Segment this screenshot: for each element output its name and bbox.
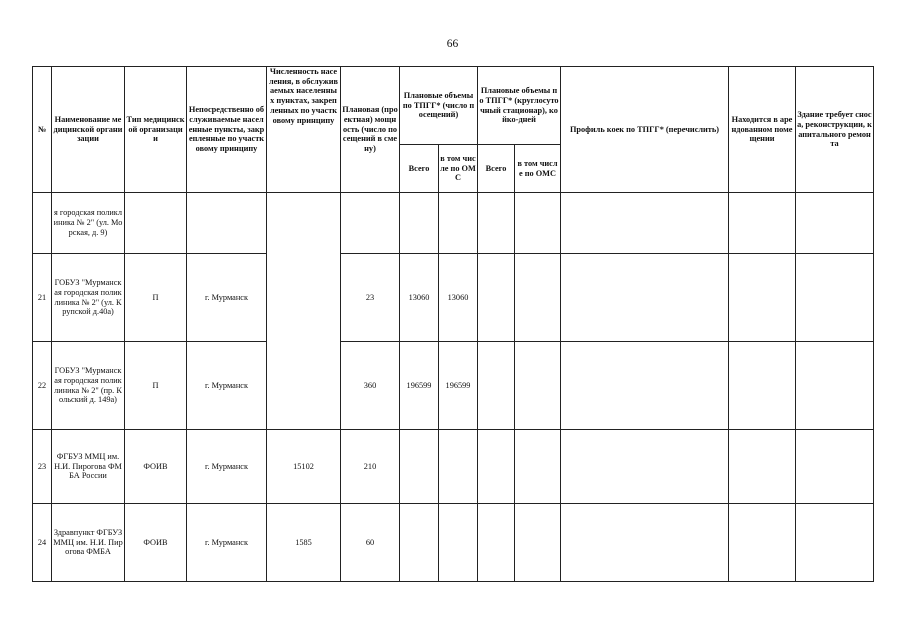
- cell-name: я городская поликлиника № 2" (ул. Морская, д. 9): [52, 193, 125, 254]
- cell-visits-total: [400, 193, 439, 254]
- cell-num: 24: [33, 504, 52, 582]
- cell-demolition: [796, 193, 874, 254]
- cell-demolition: [796, 342, 874, 430]
- table-row: [33, 342, 874, 430]
- cell-rented: [729, 193, 796, 254]
- cell-demolition: [796, 430, 874, 504]
- header-tpgg-visits: Плановые объемы по ТПГГ* (число посещений): [400, 67, 478, 145]
- cell-population: 15102: [267, 430, 341, 504]
- header-rented: Находится в арендованном помещении: [729, 67, 796, 193]
- cell-point: [187, 193, 267, 254]
- cell-rented: [729, 504, 796, 582]
- header-profile: Профиль коек по ТПГГ* (перечислить): [561, 67, 729, 193]
- cell-visits-total: 196599: [400, 342, 439, 430]
- cell-capacity: 210: [341, 430, 400, 504]
- cell-type: ФОИВ: [125, 504, 187, 582]
- cell-population-merged: [267, 193, 341, 430]
- cell-type: [125, 193, 187, 254]
- table-row: [33, 254, 874, 342]
- cell-visits-total: 13060: [400, 254, 439, 342]
- cell-name: ГОБУЗ "Мурманская городская поликлиника № 2" (ул. Крупской д.40а): [52, 254, 125, 342]
- cell-capacity: 60: [341, 504, 400, 582]
- header-name: Наименование медицинской организации: [52, 67, 125, 193]
- cell-beds-oms: [515, 254, 561, 342]
- header-num: №: [33, 67, 52, 193]
- cell-beds-total: [478, 254, 515, 342]
- cell-type: ФОИВ: [125, 430, 187, 504]
- cell-profile: [561, 430, 729, 504]
- cell-visits-oms: [439, 504, 478, 582]
- cell-point: г. Мурманск: [187, 342, 267, 430]
- cell-beds-total: [478, 193, 515, 254]
- cell-population: 1585: [267, 504, 341, 582]
- cell-visits-oms: 196599: [439, 342, 478, 430]
- cell-profile: [561, 342, 729, 430]
- cell-demolition: [796, 504, 874, 582]
- header-tpgg-beds: Плановые объемы по ТПГГ* (круглосуточный стационар), койко-дней: [478, 67, 561, 145]
- cell-beds-oms: [515, 504, 561, 582]
- cell-capacity: 360: [341, 342, 400, 430]
- cell-visits-total: [400, 430, 439, 504]
- cell-visits-oms: 13060: [439, 254, 478, 342]
- table-row: [33, 504, 874, 582]
- cell-capacity: 23: [341, 254, 400, 342]
- cell-name: Здравпункт ФГБУЗ ММЦ им. Н.И. Пирогова ФМБА: [52, 504, 125, 582]
- cell-profile: [561, 254, 729, 342]
- table-row: [33, 193, 874, 254]
- cell-visits-oms: [439, 193, 478, 254]
- cell-visits-total: [400, 504, 439, 582]
- page-number: 66: [446, 38, 459, 50]
- cell-num: 23: [33, 430, 52, 504]
- cell-rented: [729, 342, 796, 430]
- cell-name: ФГБУЗ ММЦ им. Н.И. Пирогова ФМБА России: [52, 430, 125, 504]
- cell-beds-oms: [515, 430, 561, 504]
- medical-organizations-table: [32, 66, 874, 582]
- cell-rented: [729, 430, 796, 504]
- cell-demolition: [796, 254, 874, 342]
- cell-beds-oms: [515, 342, 561, 430]
- cell-visits-oms: [439, 430, 478, 504]
- cell-type: П: [125, 254, 187, 342]
- header-beds-oms: в том числе по ОМС: [515, 145, 561, 193]
- header-population: Численность населения, в обслуживаемых населенных пунктах, закрепленных по участковому принципу: [267, 67, 341, 193]
- cell-beds-total: [478, 504, 515, 582]
- cell-profile: [561, 193, 729, 254]
- cell-rented: [729, 254, 796, 342]
- cell-capacity: [341, 193, 400, 254]
- cell-num: 21: [33, 254, 52, 342]
- header-visits-oms: в том числе по ОМС: [439, 145, 478, 193]
- cell-beds-total: [478, 430, 515, 504]
- cell-name: ГОБУЗ "Мурманская городская поликлиника № 2" (пр. Кольский д. 149а): [52, 342, 125, 430]
- table-row: [33, 430, 874, 504]
- cell-point: г. Мурманск: [187, 430, 267, 504]
- header-points: Непосредственно обслуживаемые населенные пункты, закрепленные по участковому принципу: [187, 67, 267, 193]
- cell-num: 22: [33, 342, 52, 430]
- cell-beds-oms: [515, 193, 561, 254]
- cell-profile: [561, 504, 729, 582]
- header-visits-total: Всего: [400, 145, 439, 193]
- cell-beds-total: [478, 342, 515, 430]
- cell-num: [33, 193, 52, 254]
- header-type: Тип медицинской организации: [125, 67, 187, 193]
- cell-type: П: [125, 342, 187, 430]
- header-capacity: Плановая (проектная) мощность (число посещений в смену): [341, 67, 400, 193]
- header-beds-total: Всего: [478, 145, 515, 193]
- header-demolition: Здание требует сноса, реконструкции, капитального ремонта: [796, 67, 874, 193]
- cell-point: г. Мурманск: [187, 254, 267, 342]
- cell-point: г. Мурманск: [187, 504, 267, 582]
